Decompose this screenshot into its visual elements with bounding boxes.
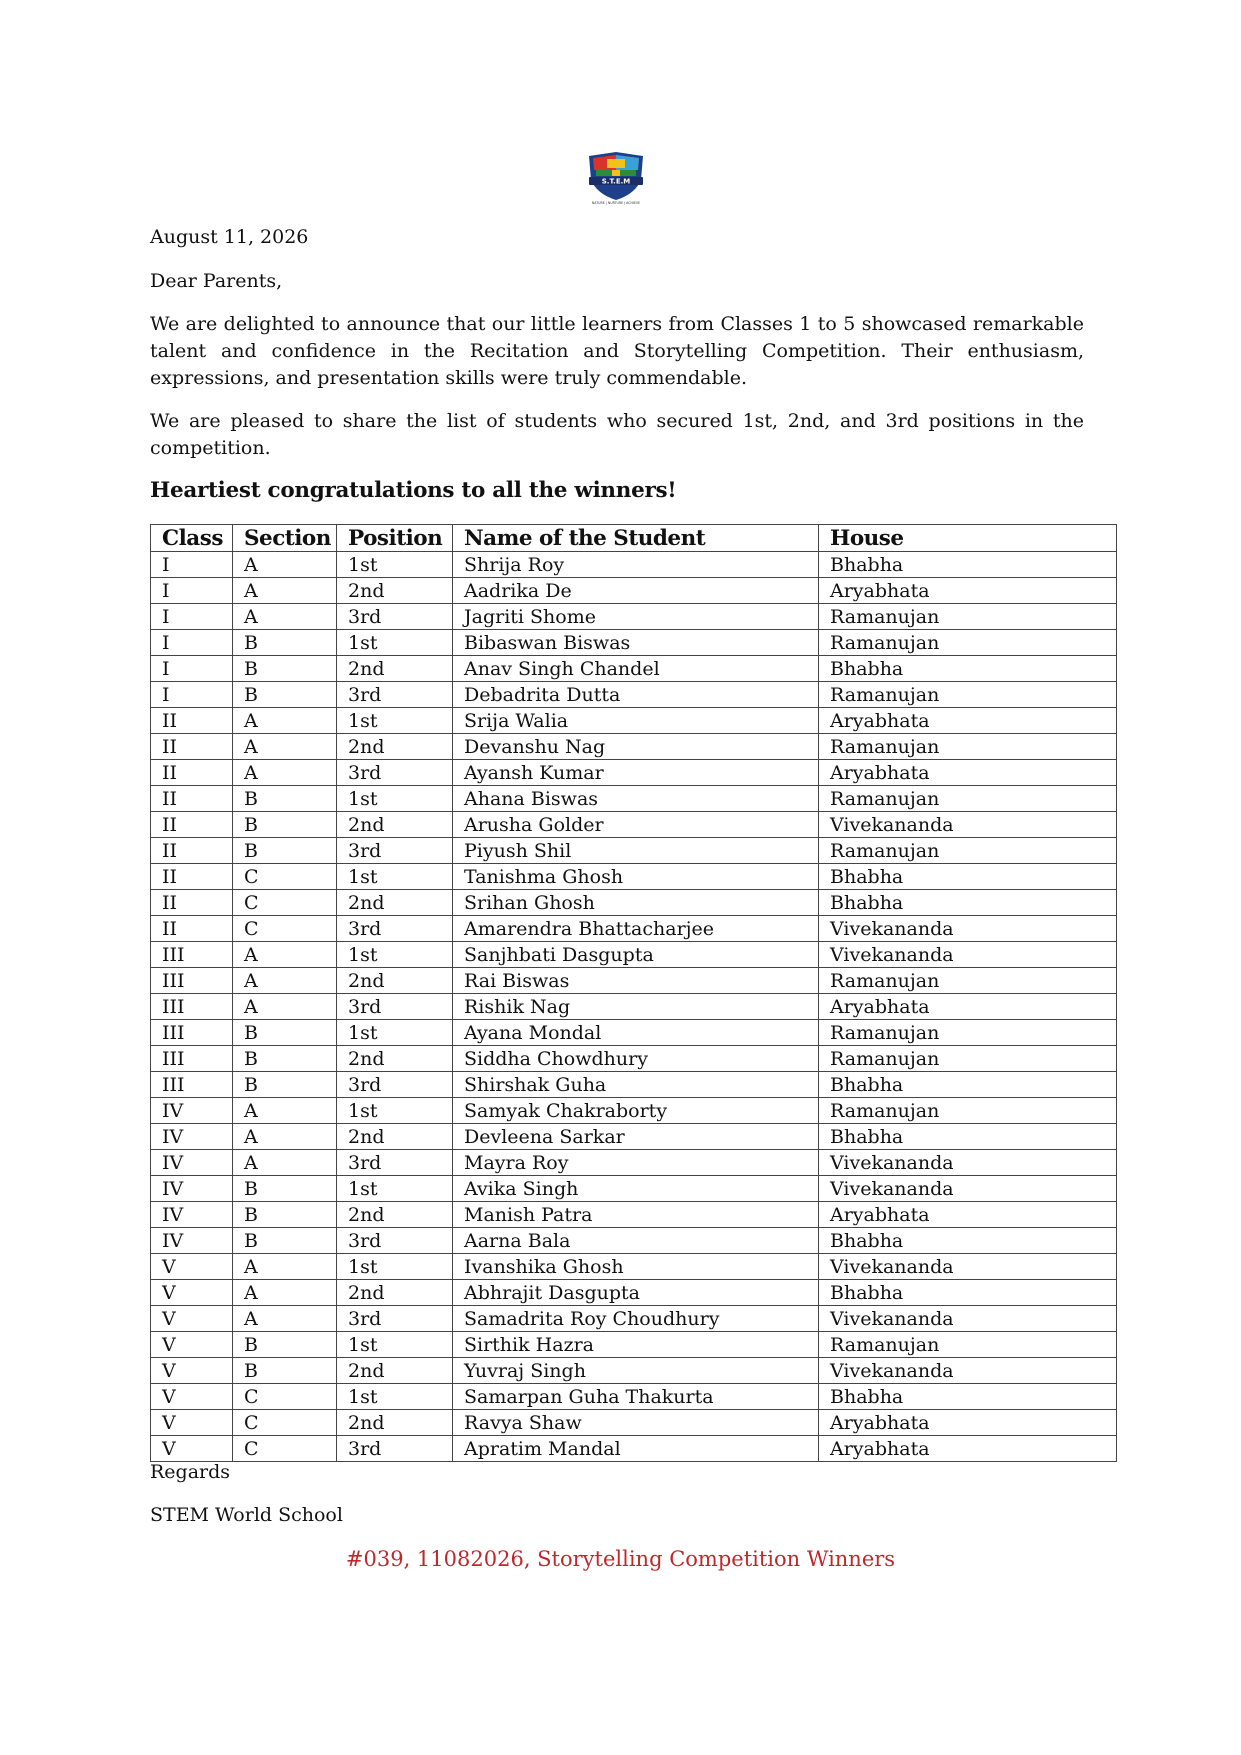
position-cell: 2nd <box>337 1280 453 1306</box>
table-row <box>151 1332 1117 1358</box>
winners-intro-paragraph: We are pleased to share the list of students who secured 1st, 2nd, and 3rd positions in the competition. <box>150 410 1084 459</box>
position-cell: 3rd <box>337 760 453 786</box>
house-cell: Ramanujan <box>819 630 1117 656</box>
section-cell: C <box>233 916 337 942</box>
table-row <box>151 1410 1117 1436</box>
table-row <box>151 552 1117 578</box>
section-cell: B <box>233 656 337 682</box>
table-row <box>151 656 1117 682</box>
house-cell: Aryabhata <box>819 1410 1117 1436</box>
column-header-position: Position <box>337 525 453 552</box>
position-cell: 1st <box>337 786 453 812</box>
class-cell: V <box>151 1384 233 1410</box>
position-cell: 2nd <box>337 1358 453 1384</box>
student-name-cell: Debadrita Dutta <box>453 682 819 708</box>
student-name-cell: Rishik Nag <box>453 994 819 1020</box>
house-cell: Ramanujan <box>819 1098 1117 1124</box>
student-name-cell: Ivanshika Ghosh <box>453 1254 819 1280</box>
class-cell: I <box>151 604 233 630</box>
house-cell: Bhabha <box>819 864 1117 890</box>
house-cell: Bhabha <box>819 890 1117 916</box>
student-name-cell: Samadrita Roy Choudhury <box>453 1306 819 1332</box>
table-row <box>151 1254 1117 1280</box>
position-cell: 1st <box>337 942 453 968</box>
table-row <box>151 968 1117 994</box>
student-name-cell: Siddha Chowdhury <box>453 1046 819 1072</box>
section-cell: B <box>233 812 337 838</box>
closing: Regards <box>150 1461 231 1483</box>
student-name-cell: Abhrajit Dasgupta <box>453 1280 819 1306</box>
section-cell: B <box>233 1228 337 1254</box>
section-cell: C <box>233 1384 337 1410</box>
student-name-cell: Sirthik Hazra <box>453 1332 819 1358</box>
section-cell: A <box>233 604 337 630</box>
position-cell: 2nd <box>337 1124 453 1150</box>
student-name-cell: Tanishma Ghosh <box>453 864 819 890</box>
position-cell: 1st <box>337 1254 453 1280</box>
class-cell: II <box>151 838 233 864</box>
class-cell: II <box>151 708 233 734</box>
house-cell: Ramanujan <box>819 1332 1117 1358</box>
class-cell: V <box>151 1436 233 1462</box>
section-cell: B <box>233 1358 337 1384</box>
house-cell: Bhabha <box>819 656 1117 682</box>
salutation: Dear Parents, <box>150 270 283 292</box>
house-cell: Ramanujan <box>819 786 1117 812</box>
class-cell: I <box>151 630 233 656</box>
table-row <box>151 1072 1117 1098</box>
table-header-row <box>151 525 1117 552</box>
student-name-cell: Srihan Ghosh <box>453 890 819 916</box>
class-cell: III <box>151 968 233 994</box>
position-cell: 3rd <box>337 916 453 942</box>
position-cell: 2nd <box>337 812 453 838</box>
section-cell: A <box>233 760 337 786</box>
house-cell: Ramanujan <box>819 838 1117 864</box>
student-name-cell: Aadrika De <box>453 578 819 604</box>
table-row <box>151 578 1117 604</box>
section-cell: B <box>233 1020 337 1046</box>
class-cell: IV <box>151 1228 233 1254</box>
school-logo <box>585 150 647 206</box>
position-cell: 3rd <box>337 1150 453 1176</box>
student-name-cell: Shirshak Guha <box>453 1072 819 1098</box>
house-cell: Ramanujan <box>819 1046 1117 1072</box>
position-cell: 2nd <box>337 890 453 916</box>
position-cell: 3rd <box>337 1072 453 1098</box>
letter-date: August 11, 2026 <box>150 226 309 248</box>
section-cell: A <box>233 1254 337 1280</box>
house-cell: Bhabha <box>819 1072 1117 1098</box>
student-name-cell: Jagriti Shome <box>453 604 819 630</box>
house-cell: Vivekananda <box>819 1358 1117 1384</box>
table-row <box>151 994 1117 1020</box>
position-cell: 2nd <box>337 1410 453 1436</box>
position-cell: 2nd <box>337 578 453 604</box>
class-cell: III <box>151 1046 233 1072</box>
student-name-cell: Devanshu Nag <box>453 734 819 760</box>
table-row <box>151 708 1117 734</box>
signature-school-name: STEM World School <box>150 1504 343 1526</box>
position-cell: 1st <box>337 1332 453 1358</box>
student-name-cell: Aarna Bala <box>453 1228 819 1254</box>
class-cell: III <box>151 1072 233 1098</box>
column-header-class: Class <box>151 525 233 552</box>
section-cell: B <box>233 786 337 812</box>
house-cell: Ramanujan <box>819 734 1117 760</box>
house-cell: Aryabhata <box>819 760 1117 786</box>
column-header-section: Section <box>233 525 337 552</box>
table-row <box>151 1124 1117 1150</box>
section-cell: A <box>233 994 337 1020</box>
house-cell: Aryabhata <box>819 708 1117 734</box>
student-name-cell: Sanjhbati Dasgupta <box>453 942 819 968</box>
section-cell: C <box>233 864 337 890</box>
student-name-cell: Ravya Shaw <box>453 1410 819 1436</box>
section-cell: B <box>233 630 337 656</box>
position-cell: 3rd <box>337 1228 453 1254</box>
house-cell: Aryabhata <box>819 578 1117 604</box>
svg-text:S.T.E.M: S.T.E.M <box>601 177 631 186</box>
position-cell: 1st <box>337 1020 453 1046</box>
class-cell: IV <box>151 1150 233 1176</box>
position-cell: 1st <box>337 552 453 578</box>
position-cell: 1st <box>337 708 453 734</box>
house-cell: Bhabha <box>819 1228 1117 1254</box>
position-cell: 2nd <box>337 1202 453 1228</box>
section-cell: C <box>233 1436 337 1462</box>
section-cell: A <box>233 1280 337 1306</box>
student-name-cell: Bibaswan Biswas <box>453 630 819 656</box>
section-cell: A <box>233 708 337 734</box>
section-cell: A <box>233 1150 337 1176</box>
logo-tagline: NATURE | NURTURE | ACHIEVE <box>591 201 641 205</box>
section-cell: B <box>233 682 337 708</box>
class-cell: III <box>151 942 233 968</box>
table-row <box>151 1228 1117 1254</box>
student-name-cell: Ahana Biswas <box>453 786 819 812</box>
position-cell: 1st <box>337 1384 453 1410</box>
class-cell: V <box>151 1410 233 1436</box>
section-cell: B <box>233 1202 337 1228</box>
house-cell: Ramanujan <box>819 1020 1117 1046</box>
class-cell: II <box>151 916 233 942</box>
section-cell: A <box>233 552 337 578</box>
house-cell: Vivekananda <box>819 1150 1117 1176</box>
section-cell: A <box>233 1306 337 1332</box>
class-cell: IV <box>151 1176 233 1202</box>
class-cell: I <box>151 578 233 604</box>
student-name-cell: Amarendra Bhattacharjee <box>453 916 819 942</box>
position-cell: 2nd <box>337 1046 453 1072</box>
house-cell: Bhabha <box>819 1280 1117 1306</box>
house-cell: Aryabhata <box>819 1202 1117 1228</box>
house-cell: Bhabha <box>819 1384 1117 1410</box>
table-row <box>151 604 1117 630</box>
class-cell: II <box>151 786 233 812</box>
section-cell: B <box>233 1176 337 1202</box>
house-cell: Vivekananda <box>819 1176 1117 1202</box>
student-name-cell: Ayana Mondal <box>453 1020 819 1046</box>
class-cell: II <box>151 890 233 916</box>
house-cell: Aryabhata <box>819 994 1117 1020</box>
congratulations-heading: Heartiest congratulations to all the winners! <box>150 478 677 503</box>
student-name-cell: Yuvraj Singh <box>453 1358 819 1384</box>
class-cell: II <box>151 812 233 838</box>
table-row <box>151 838 1117 864</box>
class-cell: IV <box>151 1098 233 1124</box>
table-row <box>151 864 1117 890</box>
student-name-cell: Shrija Roy <box>453 552 819 578</box>
table-row <box>151 1280 1117 1306</box>
position-cell: 3rd <box>337 838 453 864</box>
class-cell: V <box>151 1254 233 1280</box>
student-name-cell: Samarpan Guha Thakurta <box>453 1384 819 1410</box>
class-cell: III <box>151 994 233 1020</box>
class-cell: I <box>151 656 233 682</box>
house-cell: Vivekananda <box>819 1306 1117 1332</box>
table-row <box>151 1176 1117 1202</box>
class-cell: V <box>151 1358 233 1384</box>
position-cell: 3rd <box>337 604 453 630</box>
section-cell: A <box>233 1124 337 1150</box>
table-row <box>151 916 1117 942</box>
winners-table <box>150 524 1117 1462</box>
table-row <box>151 812 1117 838</box>
house-cell: Ramanujan <box>819 682 1117 708</box>
student-name-cell: Anav Singh Chandel <box>453 656 819 682</box>
student-name-cell: Arusha Golder <box>453 812 819 838</box>
house-cell: Vivekananda <box>819 942 1117 968</box>
section-cell: A <box>233 734 337 760</box>
table-row <box>151 1098 1117 1124</box>
table-row <box>151 1150 1117 1176</box>
position-cell: 1st <box>337 630 453 656</box>
position-cell: 3rd <box>337 1306 453 1332</box>
section-cell: A <box>233 578 337 604</box>
table-row <box>151 942 1117 968</box>
table-row <box>151 890 1117 916</box>
section-cell: C <box>233 890 337 916</box>
class-cell: I <box>151 682 233 708</box>
table-row <box>151 682 1117 708</box>
position-cell: 2nd <box>337 656 453 682</box>
table-row <box>151 1358 1117 1384</box>
table-row <box>151 760 1117 786</box>
student-name-cell: Mayra Roy <box>453 1150 819 1176</box>
house-cell: Ramanujan <box>819 968 1117 994</box>
student-name-cell: Piyush Shil <box>453 838 819 864</box>
table-row <box>151 1020 1117 1046</box>
table-row <box>151 734 1117 760</box>
section-cell: B <box>233 1046 337 1072</box>
class-cell: II <box>151 864 233 890</box>
position-cell: 1st <box>337 1098 453 1124</box>
house-cell: Aryabhata <box>819 1436 1117 1462</box>
class-cell: III <box>151 1020 233 1046</box>
section-cell: B <box>233 838 337 864</box>
position-cell: 3rd <box>337 994 453 1020</box>
table-row <box>151 1046 1117 1072</box>
student-name-cell: Apratim Mandal <box>453 1436 819 1462</box>
table-row <box>151 1306 1117 1332</box>
position-cell: 3rd <box>337 682 453 708</box>
class-cell: IV <box>151 1202 233 1228</box>
class-cell: V <box>151 1306 233 1332</box>
student-name-cell: Rai Biswas <box>453 968 819 994</box>
column-header-house: House <box>819 525 1117 552</box>
position-cell: 2nd <box>337 734 453 760</box>
class-cell: V <box>151 1332 233 1358</box>
house-cell: Ramanujan <box>819 604 1117 630</box>
student-name-cell: Devleena Sarkar <box>453 1124 819 1150</box>
class-cell: II <box>151 734 233 760</box>
intro-paragraph: We are delighted to announce that our little learners from Classes 1 to 5 showcased remarkable talent and confidence in the Recitation and Storytelling Competition. Their enthusiasm, expressions, and presentation skills were truly commendable. <box>150 313 1084 389</box>
section-cell: A <box>233 968 337 994</box>
student-name-cell: Manish Patra <box>453 1202 819 1228</box>
house-cell: Vivekananda <box>819 916 1117 942</box>
section-cell: B <box>233 1332 337 1358</box>
position-cell: 1st <box>337 1176 453 1202</box>
house-cell: Bhabha <box>819 552 1117 578</box>
table-row <box>151 1436 1117 1462</box>
student-name-cell: Ayansh Kumar <box>453 760 819 786</box>
class-cell: IV <box>151 1124 233 1150</box>
table-row <box>151 1384 1117 1410</box>
house-cell: Vivekananda <box>819 1254 1117 1280</box>
house-cell: Bhabha <box>819 1124 1117 1150</box>
position-cell: 1st <box>337 864 453 890</box>
table-row <box>151 1202 1117 1228</box>
position-cell: 3rd <box>337 1436 453 1462</box>
student-name-cell: Avika Singh <box>453 1176 819 1202</box>
section-cell: C <box>233 1410 337 1436</box>
table-row <box>151 630 1117 656</box>
section-cell: B <box>233 1072 337 1098</box>
shield-crest-icon <box>589 152 643 200</box>
class-cell: V <box>151 1280 233 1306</box>
section-cell: A <box>233 942 337 968</box>
reference-line: #039, 11082026, Storytelling Competition Winners <box>345 1547 896 1571</box>
student-name-cell: Srija Walia <box>453 708 819 734</box>
class-cell: II <box>151 760 233 786</box>
house-cell: Vivekananda <box>819 812 1117 838</box>
student-name-cell: Samyak Chakraborty <box>453 1098 819 1124</box>
position-cell: 2nd <box>337 968 453 994</box>
class-cell: I <box>151 552 233 578</box>
section-cell: A <box>233 1098 337 1124</box>
table-row <box>151 786 1117 812</box>
column-header-student-name: Name of the Student <box>453 525 819 552</box>
